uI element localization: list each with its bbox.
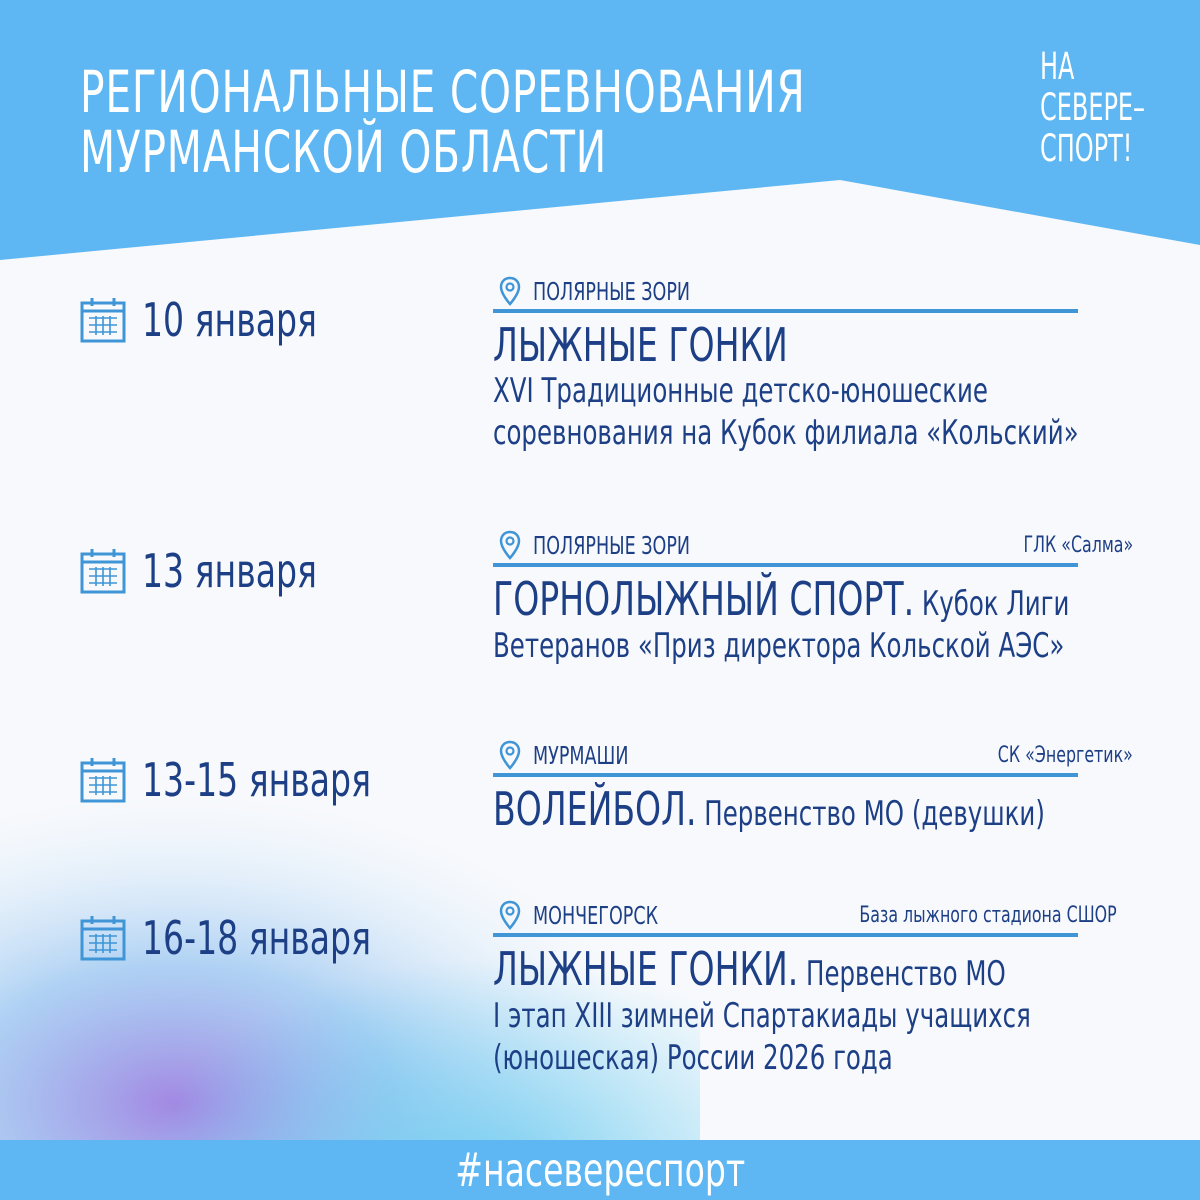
event-location: МУРМАШИ — [533, 741, 629, 770]
divider — [493, 773, 1078, 777]
event-sport: ГОРНОЛЫЖНЫЙ СПОРТ. — [493, 572, 915, 626]
event-location: МОНЧЕГОРСК — [533, 901, 659, 930]
event-venue: СК «Энергетик» — [997, 743, 1133, 768]
event-description-line: соревнования на Кубок филиала «Кольский» — [493, 413, 1079, 453]
location-pin-icon — [499, 900, 521, 930]
location-pin-icon — [499, 740, 521, 770]
date-text: 10 января — [142, 293, 317, 347]
event-venue: ГЛК «Салма» — [1023, 533, 1133, 558]
divider — [493, 563, 1078, 567]
event-description-line: Первенство МО — [798, 954, 1006, 994]
brand-line-1: НА — [1040, 45, 1075, 88]
title-line-1: РЕГИОНАЛЬНЫЕ СОРЕВНОВАНИЯ — [80, 58, 806, 126]
brand-line-2: СЕВЕРЕ– — [1040, 86, 1146, 129]
title-line-2: МУРМАНСКОЙ ОБЛАСТИ — [80, 118, 607, 186]
event-description-line: Кубок Лиги — [914, 584, 1070, 624]
footer-bar — [0, 1140, 1200, 1200]
location-pin-icon — [499, 530, 521, 560]
calendar-icon — [80, 914, 126, 962]
event-description-line: Ветеранов «Приз директора Кольской АЭС» — [493, 626, 1065, 666]
event-date-4 — [80, 908, 428, 968]
event-sport: ЛЫЖНЫЕ ГОНКИ — [493, 318, 788, 372]
divider — [493, 309, 1078, 313]
event-location: ПОЛЯРНЫЕ ЗОРИ — [533, 277, 691, 306]
event-sport: ЛЫЖНЫЕ ГОНКИ. — [493, 942, 799, 996]
event-2 — [493, 530, 1133, 667]
event-date-1 — [80, 290, 361, 350]
event-description-line: XVI Традиционные детско-юношеские — [493, 371, 988, 411]
divider — [493, 933, 1078, 937]
event-date-2 — [80, 541, 361, 601]
event-sport: ВОЛЕЙБОЛ. — [493, 782, 697, 836]
calendar-icon — [80, 756, 126, 804]
event-3 — [493, 740, 1133, 835]
event-description-line: Первенство МО (девушки) — [696, 794, 1045, 834]
event-date-3 — [80, 750, 428, 810]
brand-line-3: СПОРТ! — [1040, 127, 1133, 170]
event-description-line: (юношеская) России 2026 года — [493, 1038, 893, 1078]
event-4 — [493, 900, 1133, 1079]
hashtag[interactable]: #насевереспорт — [455, 1143, 745, 1197]
location-pin-icon — [499, 276, 521, 306]
page-title — [80, 58, 806, 186]
calendar-icon — [80, 547, 126, 595]
event-venue: База лыжного стадиона СШОР — [859, 903, 1117, 928]
brand-logo — [1040, 46, 1145, 169]
date-text: 13-15 января — [142, 753, 371, 807]
calendar-icon — [80, 296, 126, 344]
event-description-line: I этап XIII зимней Спартакиады учащихся — [493, 996, 1031, 1036]
date-text: 13 января — [142, 544, 317, 598]
date-text: 16-18 января — [142, 911, 371, 965]
event-1 — [493, 276, 1133, 454]
event-location: ПОЛЯРНЫЕ ЗОРИ — [533, 531, 691, 560]
